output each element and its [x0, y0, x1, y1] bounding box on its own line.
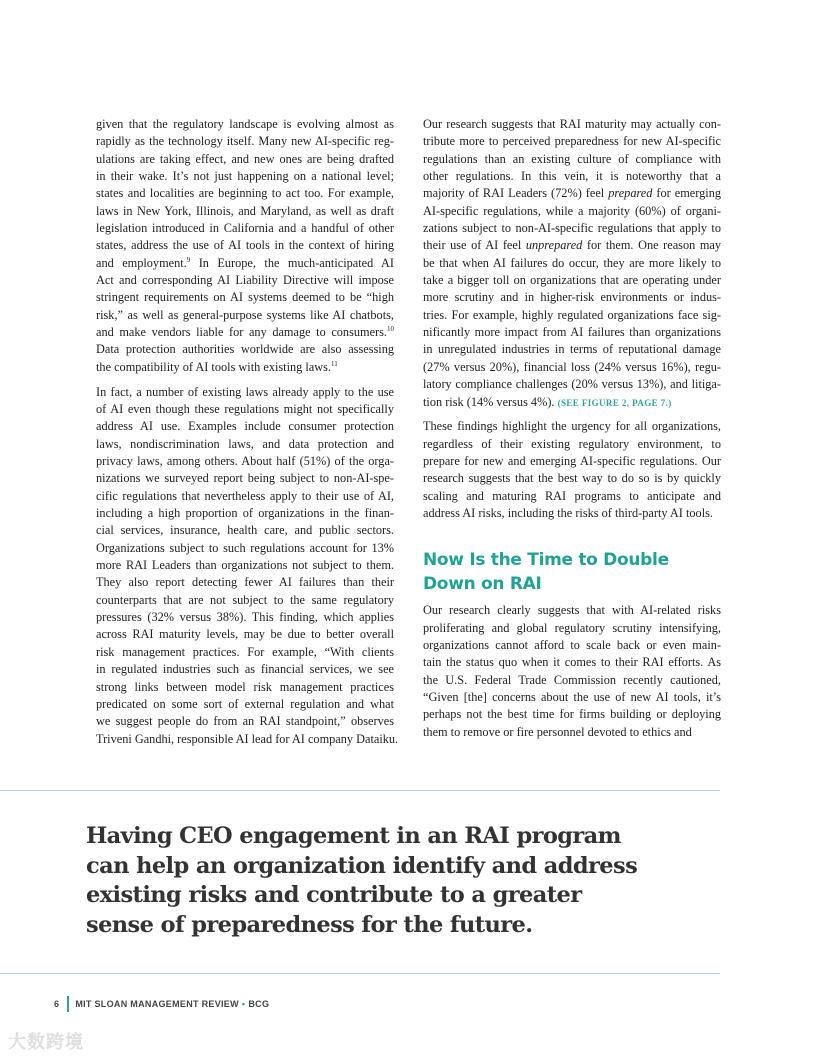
text-line — [423, 505, 721, 522]
text-segment: They also report detecting fewer AI failures than their — [96, 575, 394, 590]
text-segment: “Given [the] concerns about the use of new AI tools, it’s — [423, 690, 721, 705]
text-segment: we suggest people do from an RAI standpoint,” observes — [96, 714, 394, 729]
footer-separator-dot: • — [241, 999, 246, 1009]
text-segment: rapidly as the technology itself. Many new AI-specific reg- — [96, 134, 394, 149]
text-line — [96, 592, 394, 609]
text-segment: latory compliance challenges (20% versus 13%), and litiga- — [423, 377, 721, 392]
text-line — [423, 689, 721, 706]
watermark-logo: 大数跨境 — [8, 1032, 84, 1053]
text-line — [96, 324, 394, 341]
text-line — [423, 151, 721, 168]
text-segment: ulations are taking effect, and new ones are being drafted — [96, 151, 394, 166]
text-line — [96, 540, 394, 557]
text-line — [96, 237, 394, 254]
text-line — [96, 185, 394, 202]
emphasis: unprepared — [525, 238, 583, 253]
text-line — [96, 272, 394, 289]
text-segment: Organizations subject to such regulations account for 13% — [96, 540, 394, 555]
text-segment: including a high proportion of organizations in the finan- — [96, 506, 394, 521]
text-line — [423, 394, 721, 411]
text-line — [423, 289, 721, 306]
text-line — [96, 359, 394, 376]
text-segment: in regulated industries such as financial services, we see — [96, 662, 394, 677]
text-line — [423, 488, 721, 505]
text-line — [96, 168, 394, 185]
footnote-marker[interactable]: 9 — [186, 255, 191, 264]
text-segment: nificantly more impact from AI failures than organizations — [423, 325, 721, 340]
pull-quote-line: Having CEO engagement in an RAI program — [86, 823, 621, 849]
text-segment: pressures (32% versus 38%). This finding, which applies — [96, 610, 394, 625]
text-segment: Act and corresponding AI Liability Directive will impose — [96, 273, 394, 288]
text-line — [96, 626, 394, 643]
text-line — [423, 220, 721, 237]
pull-quote — [86, 822, 646, 940]
text-segment: in unregulated industries in terms of reputational damage — [423, 342, 721, 357]
text-segment: proliferating and global regulatory scrutiny intensifying, — [423, 620, 721, 635]
text-segment: address AI risks, including the risks of third-party AI tools. — [423, 506, 713, 521]
text-line — [96, 661, 394, 678]
text-segment: Our research suggests that RAI maturity may actually con- — [423, 117, 721, 131]
text-segment: cial services, insurance, health care, and public sectors. — [96, 523, 394, 538]
text-segment: tain the status quo when it comes to their RAI efforts. As — [423, 655, 721, 670]
text-line — [423, 168, 721, 185]
text-line — [423, 672, 721, 689]
text-segment: AI-specific regulations, while a majority (60%) of organi- — [423, 203, 721, 218]
text-line — [423, 272, 721, 289]
footer-divider — [67, 996, 69, 1012]
text-segment: regulations than an existing culture of compliance with — [423, 151, 721, 166]
text-segment: the U.S. Federal Trade Commission recently cautioned, — [423, 672, 721, 687]
text-segment: them to remove or fire personnel devoted to ethics and — [423, 724, 692, 739]
text-line — [423, 470, 721, 487]
text-line — [96, 679, 394, 696]
text-line — [423, 724, 721, 741]
emphasis: prepared — [608, 186, 653, 201]
text-segment: laws in New York, Illinois, and Maryland, as well as draft — [96, 203, 394, 218]
text-line — [423, 255, 721, 272]
text-line — [423, 185, 721, 202]
text-segment: zations subject to non-AI-specific regulations that apply to — [423, 221, 721, 236]
text-segment: states, address the use of AI tools in the context of hiring — [96, 238, 394, 253]
text-line — [96, 505, 394, 522]
left-column — [96, 116, 399, 755]
paragraph — [96, 116, 394, 376]
pull-quote-line: existing risks and contribute to a greater — [86, 882, 582, 908]
text-segment: for them. One reason may — [582, 238, 722, 253]
text-segment: scaling and maturing RAI programs to anticipate and — [423, 488, 721, 503]
text-segment: tribute more to perceived preparedness for new AI-specific — [423, 134, 721, 149]
text-segment: states and localities are beginning to act too. For example, — [96, 186, 394, 201]
text-segment: Our research clearly suggests that with AI-related risks — [423, 603, 721, 618]
text-segment: of AI even though these regulations might not specifically — [96, 402, 394, 416]
text-segment: prepare for new and emerging AI-specific regulations. Our — [423, 454, 721, 469]
text-segment: other regulations. In this vein, it is noteworthy that a — [423, 169, 721, 184]
text-segment: be that when AI failures do occur, they are more likely to — [423, 255, 721, 270]
text-segment: their use of AI feel — [423, 238, 526, 253]
text-segment: regardless of their existing regulatory environment, to — [423, 436, 721, 451]
text-segment: tries. For example, highly regulated organizations face sig- — [423, 307, 721, 322]
text-line — [96, 488, 394, 505]
text-segment: In fact, a number of existing laws already apply to the use — [96, 384, 394, 399]
text-segment: privacy laws, among others. About half (51%) of the orga- — [96, 454, 394, 469]
text-segment: predicated on some sort of external regulation and what — [96, 696, 394, 711]
text-segment: legislation introduced in California and a handful of other — [96, 221, 394, 236]
paragraph — [423, 602, 721, 741]
text-segment: cific regulations that nevertheless apply to their use of AI, — [96, 488, 394, 503]
text-segment: and employment. — [96, 255, 187, 270]
publication-name: MIT SLOAN MANAGEMENT REVIEW — [75, 999, 239, 1009]
text-segment: research suggests that the best way to do so is by quickly — [423, 471, 721, 486]
text-segment: In Europe, the much-anticipated AI — [190, 255, 394, 270]
figure-reference-link[interactable]: (SEE FIGURE 2, PAGE 7.) — [557, 397, 672, 408]
text-line — [96, 384, 394, 401]
text-line — [423, 116, 721, 133]
text-line — [423, 133, 721, 150]
text-line — [96, 453, 394, 470]
text-line — [96, 696, 394, 713]
text-line — [96, 609, 394, 626]
text-line — [423, 620, 721, 637]
partner-name: BCG — [248, 999, 270, 1009]
text-segment: risk,” as well as general-purpose systems like AI chatbots, — [96, 307, 394, 322]
text-line — [423, 637, 721, 654]
text-line — [423, 654, 721, 671]
text-line — [96, 401, 394, 418]
text-segment: in their wake. It’s not just happening on a national level; — [96, 169, 394, 184]
text-segment: perhaps not the best time for firms building or deploying — [423, 707, 721, 722]
text-line — [96, 255, 394, 272]
page-number: 6 — [54, 999, 60, 1009]
text-segment: across RAI maturity levels, may be due to better overall — [96, 627, 394, 642]
text-segment: Triveni Gandhi, responsible AI lead for AI company Dataiku. — [96, 731, 399, 746]
text-line — [96, 574, 394, 591]
text-line — [96, 220, 394, 237]
text-line — [96, 557, 394, 574]
text-segment: nizations we surveyed report being subject to non-AI-spe- — [96, 471, 394, 486]
paragraph — [96, 384, 399, 748]
footnote-marker[interactable]: 11 — [331, 359, 338, 368]
text-line — [423, 436, 721, 453]
text-line — [96, 644, 394, 661]
text-line — [96, 731, 399, 748]
page-footer — [54, 996, 269, 1012]
text-line — [96, 289, 394, 306]
text-line — [96, 116, 394, 133]
text-line — [96, 522, 394, 539]
right-paragraphs-after — [423, 602, 721, 741]
text-segment: for emerging — [652, 186, 722, 201]
text-line — [423, 237, 721, 254]
text-segment: counterparts that are not subject to the same regulatory — [96, 592, 394, 607]
text-segment: the compatibility of AI tools with existing laws. — [96, 359, 331, 374]
text-segment: take a bigger toll on organizations that are operating under — [423, 273, 721, 288]
paragraph — [423, 116, 721, 411]
text-segment: more scrutiny and in higher-risk environments or indus- — [423, 290, 721, 305]
section-heading-line: Down on RAI — [423, 574, 542, 595]
text-line — [96, 307, 394, 324]
footnote-marker[interactable]: 10 — [387, 325, 394, 334]
text-segment: stringent requirements on AI systems deemed to be “high — [96, 290, 394, 305]
text-segment: (27% versus 20%), financial loss (24% versus 16%), regu- — [423, 359, 721, 374]
text-segment: more RAI Leaders than organizations not subject to them. — [96, 558, 394, 573]
text-segment: organizations cannot afford to scale back or even main- — [423, 638, 721, 653]
pull-quote-top-rule — [0, 790, 720, 791]
section-heading-line: Now Is the Time to Double — [423, 550, 669, 571]
text-line — [423, 203, 721, 220]
text-line — [423, 359, 721, 376]
right-paragraphs-before — [423, 116, 721, 522]
text-line — [423, 324, 721, 341]
text-line — [423, 341, 721, 358]
text-line — [96, 203, 394, 220]
text-line — [96, 341, 394, 358]
text-line — [423, 418, 721, 435]
right-column — [423, 116, 721, 749]
pull-quote-line: can help an organization identify and address — [86, 852, 638, 879]
text-line — [423, 706, 721, 723]
text-segment: given that the regulatory landscape is evolving almost as — [96, 117, 394, 131]
text-segment: majority of RAI Leaders (72%) feel — [423, 186, 609, 201]
text-line — [96, 470, 394, 487]
text-line — [423, 453, 721, 470]
text-line — [96, 133, 394, 150]
text-line — [96, 418, 394, 435]
paragraph — [423, 418, 721, 522]
text-line — [423, 307, 721, 324]
text-line — [96, 713, 394, 730]
text-line — [423, 602, 721, 619]
text-segment: Data protection authorities worldwide are also assessing — [96, 342, 394, 357]
pull-quote-line: sense of preparedness for the future. — [86, 911, 533, 938]
text-segment: and make vendors liable for any damage to consumers. — [96, 325, 387, 340]
text-segment: These findings highlight the urgency for all organizations, — [423, 419, 721, 434]
text-line — [96, 436, 394, 453]
text-segment: strong links between model risk management practices — [96, 679, 394, 694]
section-heading — [423, 548, 721, 596]
pull-quote-bottom-rule — [0, 973, 720, 974]
text-segment: address AI use. Examples include consumer protection — [96, 419, 394, 434]
text-segment: laws, nondiscrimination laws, and data protection and — [96, 436, 394, 451]
text-segment: risk management practices. For example, “With clients — [96, 644, 394, 659]
text-line — [423, 376, 721, 393]
text-segment: tion risk (14% versus 4%). — [423, 394, 558, 409]
text-line — [96, 151, 394, 168]
